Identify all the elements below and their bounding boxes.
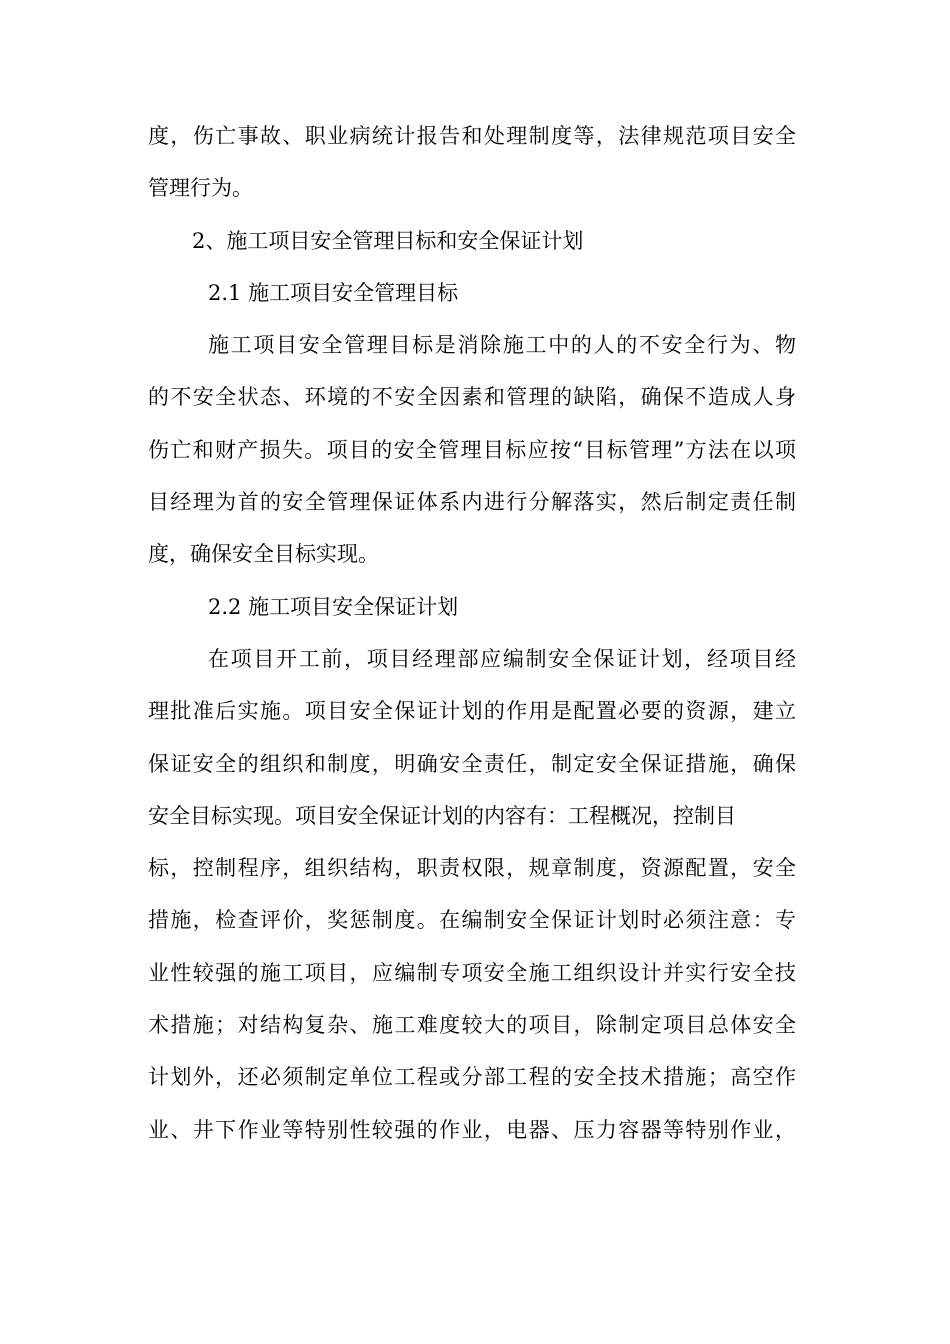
body-text-line: 度，确保安全目标实现。 xyxy=(148,542,379,567)
paragraph-first-line: 在项目开工前，项目经理部应编制安全保证计划，经项目经 xyxy=(208,646,796,671)
body-text-line: 业、井下作业等特别性较强的作业，电器、压力容器等特别作业， xyxy=(148,1117,796,1142)
body-text-line: 安全目标实现。项目安全保证计划的内容有：工程概况，控制目 xyxy=(148,803,736,828)
body-text-line: 理批准后实施。项目安全保证计划的作用是配置必要的资源，建立 xyxy=(148,699,796,724)
body-text-line: 目经理为首的安全管理保证体系内进行分解落实，然后制定责任制 xyxy=(148,490,796,515)
body-text-line: 计划外，还必须制定单位工程或分部工程的安全技术措施；高空作 xyxy=(148,1065,796,1090)
subsection-heading: 2.1 施工项目安全管理目标 xyxy=(208,280,459,305)
paragraph-first-line: 施工项目安全管理目标是消除施工中的人的不安全行为、物 xyxy=(208,333,796,358)
section-heading: 2、施工项目安全管理目标和安全保证计划 xyxy=(192,228,584,253)
body-text-line: 度，伤亡事故、职业病统计报告和处理制度等，法律规范项目安全 xyxy=(148,124,796,148)
body-text-line: 伤亡和财产损失。项目的安全管理目标应按“目标管理”方法在以项 xyxy=(148,437,796,462)
body-text-line: 标，控制程序，组织结构，职责权限，规章制度，资源配置，安全 xyxy=(148,856,796,881)
document-body xyxy=(148,110,796,1156)
body-text-line: 的不安全状态、环境的不安全因素和管理的缺陷，确保不造成人身 xyxy=(148,385,796,410)
body-text-line: 措施，检查评价，奖惩制度。在编制安全保证计划时必须注意：专 xyxy=(148,908,796,933)
body-text-line: 业性较强的施工项目，应编制专项安全施工组织设计并实行安全技 xyxy=(148,960,796,985)
body-text-line: 术措施；对结构复杂、施工难度较大的项目，除制定项目总体安全 xyxy=(148,1013,796,1038)
subsection-heading: 2.2 施工项目安全保证计划 xyxy=(208,594,459,619)
body-text-line: 管理行为。 xyxy=(148,176,253,201)
body-text-line: 保证安全的组织和制度，明确安全责任，制定安全保证措施，确保 xyxy=(148,751,796,776)
